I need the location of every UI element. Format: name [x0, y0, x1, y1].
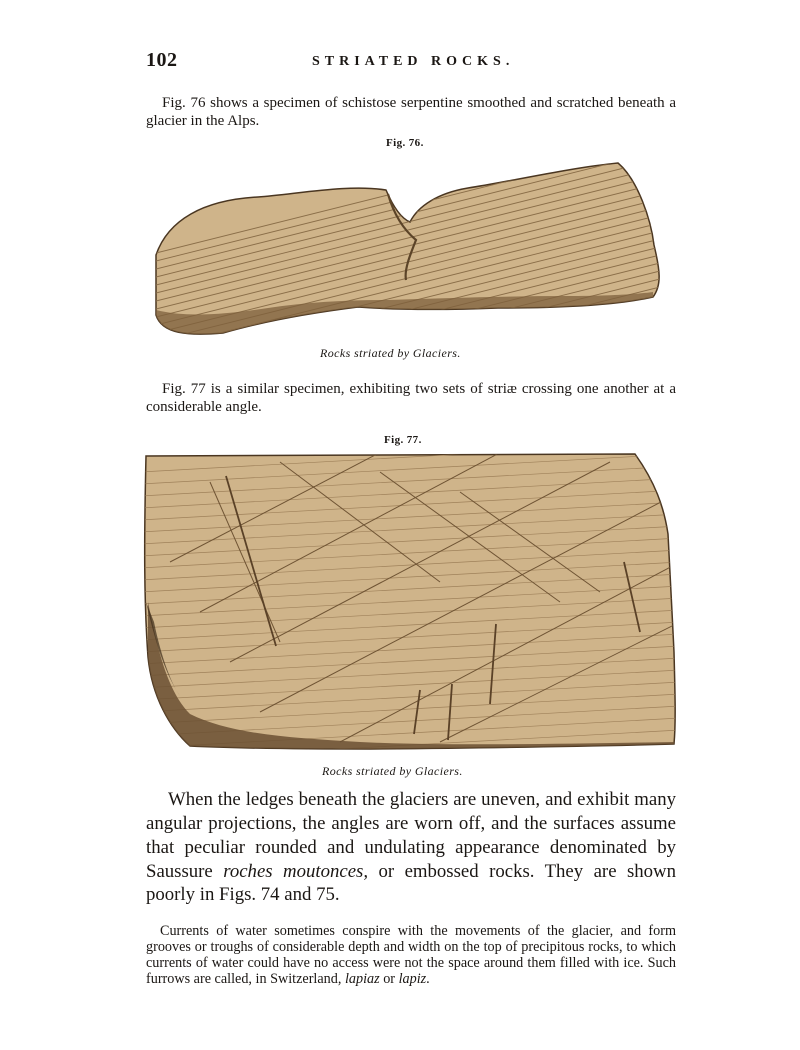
page-number: 102	[146, 49, 178, 71]
ledges-text-after: or embossed rocks. They are shown poorly in Figs. 74 and 75.	[146, 860, 677, 906]
figure-77-caption: Rocks striated by Glaciers.	[322, 764, 463, 778]
figure-77-intro-paragraph: Fig. 77 is a similar specimen, exhibiting two sets of striæ crossing one another at a considerable angle.	[146, 381, 676, 416]
running-head: STRIATED ROCKS.	[312, 54, 515, 69]
figure-77-label: Fig. 77.	[384, 434, 422, 446]
ledges-text-before: When the ledges beneath the glaciers are uneven, and exhibit many angular projections, the angles are worn off, and the surfaces assume that peculiar rounded and undulating appearance denominated by Saussure	[146, 789, 676, 882]
figure-76-rock-engraving	[148, 160, 668, 340]
figure-76-intro-paragraph: Fig. 76 shows a specimen of schistose serpentine smoothed and scratched beneath a glacier in the Alps.	[146, 95, 676, 130]
embossed-rocks-paragraph	[146, 788, 676, 907]
currents-text-main: Currents of water sometimes conspire with the movements of the glacier, and form grooves or troughs of considerable depth and width on the top of precipitous rocks, to which currents of water could have no access were not the space around them filled with ice. Such furrows are called, in Switzerland,	[146, 923, 676, 988]
lapiaz-term: lapiaz	[344, 971, 380, 988]
roches-moutonces-term: roches moutonces,	[223, 860, 369, 882]
lapiz-term: lapiz	[398, 971, 427, 988]
currents-text-or: or	[379, 971, 399, 988]
currents-text-end: .	[426, 971, 430, 988]
figure-77-rock-engraving	[140, 452, 680, 752]
water-currents-paragraph	[146, 923, 676, 987]
figure-76-caption: Rocks striated by Glaciers.	[320, 346, 461, 360]
figure-76-label: Fig. 76.	[386, 137, 424, 149]
